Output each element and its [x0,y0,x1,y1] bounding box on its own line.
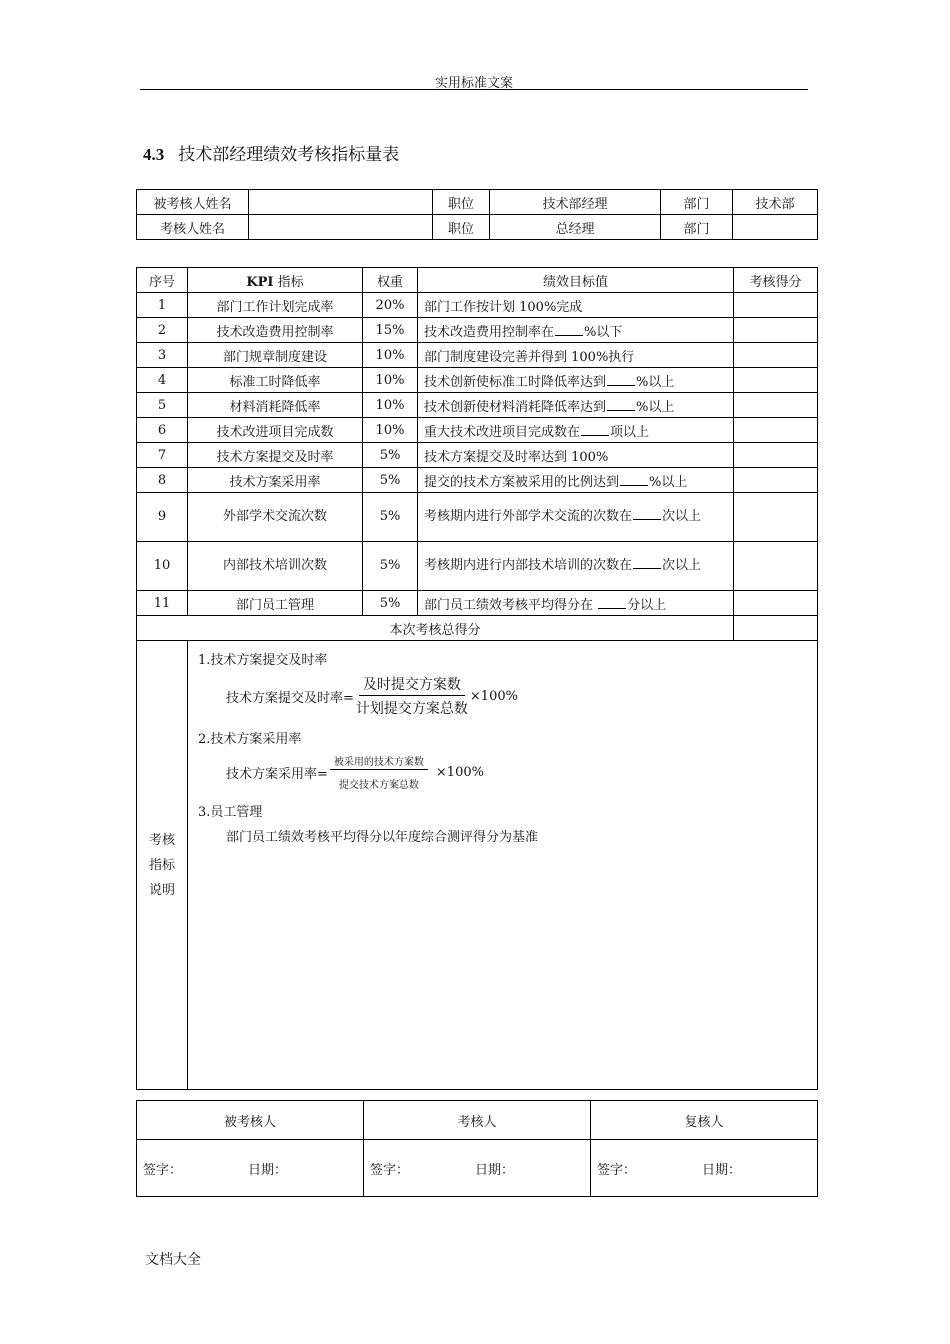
col-header-no: 序号 [137,268,188,293]
kpi-score-field[interactable] [734,443,818,468]
total-row [137,616,818,641]
kpi-no: 6 [137,418,188,443]
kpi-score-field[interactable] [734,542,818,591]
kpi-name: 内部技术培训次数 [188,542,363,591]
section-title-text: 技术部经理绩效考核指标量表 [178,145,400,165]
note-1-title: 1.技术方案提交及时率 [198,653,328,668]
table-row [137,368,818,393]
kpi-no: 9 [137,493,188,542]
kpi-score-field[interactable] [734,468,818,493]
kpi-target-suffix: %以下 [584,324,623,340]
kpi-target-text: 技术方案提交及时率达到 100% [424,449,609,465]
reviewer-signature-cell[interactable] [591,1140,818,1197]
kpi-weight: 5% [363,591,418,616]
table-row [137,293,818,318]
department-label: 部门 [661,215,733,240]
kpi-target [418,418,734,443]
kpi-target-text: 技术改造费用控制率在 [424,324,555,340]
kpi-target-text: 考核期内进行内部技术培训的次数在 [424,558,633,573]
blank-fill-line[interactable] [607,385,635,386]
kpi-score-field[interactable] [734,418,818,443]
notes-row [137,641,818,1090]
table-row [137,591,818,616]
kpi-target-suffix: 分以上 [627,597,667,613]
kpi-name: 部门工作计划完成率 [188,293,363,318]
table-row [137,393,818,418]
note-3-text: 部门员工绩效考核平均得分以年度综合测评得分为基准 [226,830,539,845]
kpi-target-suffix: 次以上 [662,558,702,573]
kpi-rest: 指标 [273,274,304,290]
kpi-header-row [137,268,818,293]
kpi-target-text: 部门制度建设完善并得到 100%执行 [424,349,635,365]
formula-2-fraction [330,753,428,791]
blank-fill-line[interactable] [607,410,635,411]
kpi-target [418,493,734,542]
evaluatee-position: 技术部经理 [490,190,661,215]
formula-2-tail: ×100% [435,764,484,780]
col-header-weight: 权重 [363,268,418,293]
kpi-target-text: 技术创新使标准工时降低率达到 [424,374,607,390]
kpi-score-field[interactable] [734,293,818,318]
reviewer-header: 复核人 [591,1101,818,1140]
kpi-weight: 5% [363,443,418,468]
kpi-target-text: 部门工作按计划 100%完成 [424,299,583,315]
kpi-target [418,542,734,591]
kpi-bold: KPI [246,274,274,290]
kpi-score-field[interactable] [734,393,818,418]
evaluator-name-label: 考核人姓名 [137,215,249,240]
kpi-weight: 5% [363,493,418,542]
position-label: 职位 [433,215,490,240]
evaluator-header: 考核人 [364,1101,591,1140]
kpi-weight: 10% [363,393,418,418]
table-row [137,468,818,493]
kpi-weight: 10% [363,368,418,393]
evaluatee-department: 技术部 [733,190,818,215]
kpi-score-field[interactable] [734,368,818,393]
kpi-no: 4 [137,368,188,393]
kpi-weight: 20% [363,293,418,318]
table-row [137,418,818,443]
formula-1-tail: ×100% [469,688,518,704]
date-label: 日期： [475,1162,515,1178]
kpi-name: 技术改造费用控制率 [188,318,363,343]
kpi-score-field[interactable] [734,343,818,368]
kpi-target [418,591,734,616]
total-score-label: 本次考核总得分 [137,616,734,641]
sign-label: 签字： [370,1162,410,1178]
kpi-target-suffix: 次以上 [662,509,702,524]
notes-label-3: 说明 [148,882,175,898]
kpi-target [418,468,734,493]
kpi-name: 材料消耗降低率 [188,393,363,418]
kpi-weight: 5% [363,542,418,591]
formula-2-numerator: 被采用的技术方案数 [330,753,428,770]
kpi-name: 技术改进项目完成数 [188,418,363,443]
kpi-table [136,267,818,1090]
kpi-target-text: 重大技术改进项目完成数在 [424,424,581,440]
info-table [136,189,818,240]
evaluatee-name-field[interactable] [249,190,433,215]
signature-row [137,1140,818,1197]
kpi-no: 7 [137,443,188,468]
formula-submission-rate [226,674,807,718]
kpi-target-suffix: %以上 [649,474,688,490]
formula-1-fraction [356,674,468,718]
notes-label-1: 考核 [148,832,175,848]
sign-label: 签字： [597,1162,637,1178]
date-label: 日期： [248,1162,288,1178]
total-score-field[interactable] [734,616,818,641]
kpi-score-field[interactable] [734,591,818,616]
evaluatee-name-label: 被考核人姓名 [137,190,249,215]
position-label: 职位 [433,190,490,215]
kpi-weight: 10% [363,418,418,443]
formula-1-denominator: 计划提交方案总数 [355,701,468,717]
formula-2-lhs: 技术方案采用率= [226,766,328,782]
kpi-name: 技术方案提交及时率 [188,443,363,468]
kpi-name: 技术方案采用率 [188,468,363,493]
formula-1-lhs: 技术方案提交及时率= [226,690,354,706]
col-header-score: 考核得分 [734,268,818,293]
kpi-target [418,368,734,393]
table-row [137,493,818,542]
kpi-weight: 5% [363,468,418,493]
kpi-score-field[interactable] [734,493,818,542]
kpi-target [418,343,734,368]
table-row [137,343,818,368]
formula-adoption-rate [226,753,807,791]
info-row-evaluator [137,215,818,240]
note-3-title: 3.员工管理 [198,805,263,820]
kpi-weight: 10% [363,343,418,368]
kpi-target [418,443,734,468]
kpi-target-suffix: 项以上 [610,424,650,440]
kpi-target-text: 部门员工绩效考核平均得分在 [424,597,598,613]
sign-label: 签字： [143,1162,183,1178]
kpi-target-text: 技术创新使材料消耗降低率达到 [424,399,607,415]
kpi-no: 5 [137,393,188,418]
table-row [137,318,818,343]
kpi-no: 10 [137,542,188,591]
blank-fill-line[interactable] [620,485,648,486]
kpi-name: 部门规章制度建设 [188,343,363,368]
header-divider [140,89,808,90]
blank-fill-line[interactable] [598,608,626,609]
kpi-no: 11 [137,591,188,616]
page-header: 实用标准文案 [434,76,513,91]
note-2-title: 2.技术方案采用率 [198,732,302,747]
kpi-target [418,318,734,343]
kpi-no: 3 [137,343,188,368]
evaluator-department-field[interactable] [733,215,818,240]
date-label: 日期： [702,1162,742,1178]
col-header-target: 绩效目标值 [418,268,734,293]
kpi-name: 外部学术交流次数 [188,493,363,542]
kpi-name: 标准工时降低率 [188,368,363,393]
blank-fill-line[interactable] [633,568,661,569]
formula-2-denominator: 提交技术方案总数 [338,780,419,791]
signature-header-row [137,1101,818,1140]
table-row [137,443,818,468]
blank-fill-line[interactable] [555,335,583,336]
notes-label-cell [137,641,188,1090]
kpi-target-text: 提交的技术方案被采用的比例达到 [424,474,620,490]
kpi-name: 部门员工管理 [188,591,363,616]
kpi-weight: 15% [363,318,418,343]
kpi-no: 2 [137,318,188,343]
evaluatee-signature-cell[interactable] [137,1140,364,1197]
evaluatee-header: 被考核人 [137,1101,364,1140]
table-row [137,542,818,591]
kpi-target [418,293,734,318]
evaluator-signature-cell[interactable] [364,1140,591,1197]
notes-label-2: 指标 [148,857,175,873]
blank-fill-line[interactable] [581,435,609,436]
kpi-target-suffix: %以上 [636,399,675,415]
kpi-score-field[interactable] [734,318,818,343]
col-header-kpi [188,268,363,293]
section-title [143,140,399,165]
formula-1-numerator: 及时提交方案数 [359,674,465,696]
kpi-no: 1 [137,293,188,318]
blank-fill-line[interactable] [633,519,661,520]
kpi-target-text: 考核期内进行外部学术交流的次数在 [424,509,633,524]
section-number: 4.3 [143,145,165,164]
department-label: 部门 [661,190,733,215]
evaluator-position: 总经理 [490,215,661,240]
info-row-evaluatee [137,190,818,215]
kpi-target-suffix: %以上 [636,374,675,390]
notes-content [188,641,818,1090]
signature-table [136,1100,818,1197]
page-footer: 文档大全 [145,1252,201,1268]
evaluator-name-field[interactable] [249,215,433,240]
kpi-target [418,393,734,418]
kpi-no: 8 [137,468,188,493]
